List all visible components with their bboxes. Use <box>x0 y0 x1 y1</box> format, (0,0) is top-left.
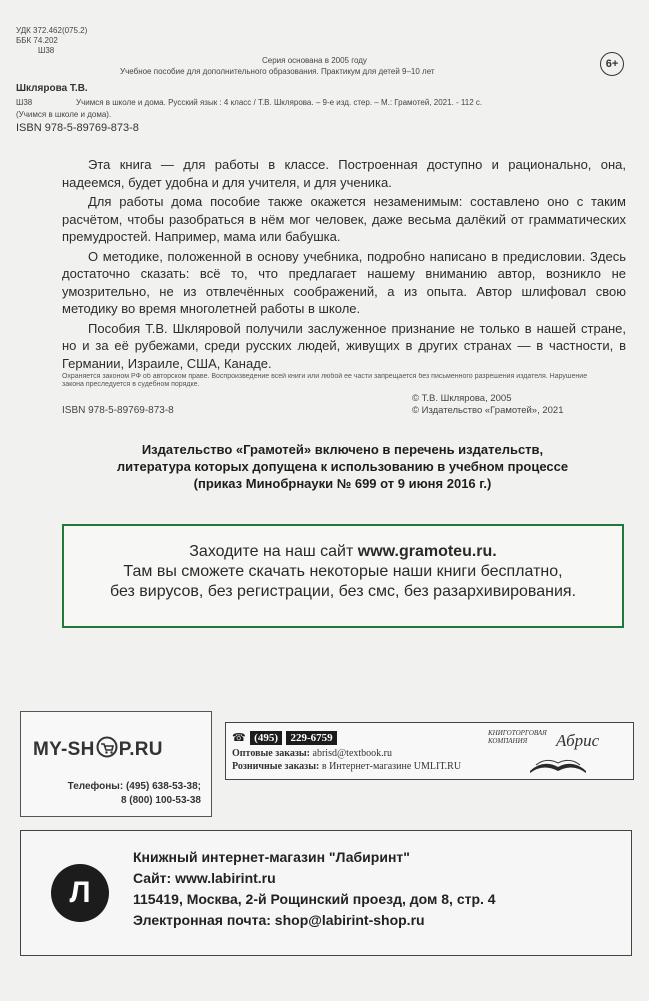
myshop-logo[interactable] <box>33 736 163 764</box>
author-code: Ш38 <box>38 46 55 55</box>
manual-type: Учебное пособие для дополнительного образования. Практикум для детей 9–10 лет <box>120 67 435 76</box>
website-line-2: Там вы сможете скачать некоторые наши книги бесплатно, <box>123 563 563 580</box>
approval-notice <box>70 441 615 492</box>
isbn-top: ISBN 978-5-89769-873-8 <box>16 122 139 134</box>
abris-ad <box>225 722 634 780</box>
phone-icon: ☎ <box>232 732 246 744</box>
udk-code: УДК 372.462(075.2) <box>16 26 88 35</box>
abris-company <box>488 729 547 745</box>
labirint-info <box>133 847 496 931</box>
paragraph: О методике, положенной в основу учебника, подробно написано в предисловии. Здесь достаточно сказать: всё то, что предлагает нашему вниманию автор, возникло не умозрительно, не из отвлечённых соображений, а из опыта. Автор шлифовал свою методику во время многолетней работы в школе. <box>62 248 626 316</box>
website-link[interactable]: www.gramoteu.ru. <box>357 543 497 560</box>
wholesale-label: Оптовые заказы: <box>232 748 311 759</box>
paragraph: Пособия Т.В. Шкляровой получили заслуженное признание не только в нашей стране, но и за её рубежами, среди русских людей, живущих в других странах — в частности, в Германии, Израиле, США, Канаде. <box>62 320 626 371</box>
abris-orders <box>232 747 461 773</box>
abris-phone <box>232 728 337 746</box>
bibliographic-entry: Учимся в школе и дома. Русский язык : 4 класс / Т.В. Шклярова. – 9-е изд. стер. – М.: Грамотей, 2021. - 112 с. <box>76 98 483 107</box>
paragraph: Для работы дома пособие также окажется незаменимым: составлено оно с таким расчётом, чтобы разобраться в нём мог человек, даже весьма далёкий от грамматических премудростей. Например, мама или бабушка. <box>62 194 626 244</box>
company-line-1: КНИГОТОРГОВАЯ <box>488 729 547 737</box>
notice-line: (приказ Минобрнауки № 699 от 9 июня 2016 г.) <box>193 476 492 491</box>
website-line <box>64 542 622 562</box>
body-text <box>62 156 626 372</box>
age-rating-badge: 6+ <box>600 52 624 76</box>
abris-phone-number: 229-6759 <box>286 731 336 745</box>
labirint-address: 115419, Москва, 2-й Рощинский проезд, дом 8, стр. 4 <box>133 891 496 907</box>
open-book-icon <box>528 751 588 780</box>
company-line-2: КОМПАНИЯ <box>488 737 528 745</box>
copyright-law-line2: закона преследуется в судебном порядке. <box>62 381 200 388</box>
website-line-3: без вирусов, без регистрации, без смс, без разархивирования. <box>109 583 577 600</box>
abris-retail <box>232 760 461 773</box>
abris-brand: Абрис <box>556 731 600 750</box>
abris-phone-code: (495) <box>250 731 282 745</box>
retail-value: в Интернет-магазине UMLIT.RU <box>321 761 462 772</box>
website-prefix: Заходите на наш сайт <box>189 543 358 560</box>
labirint-site[interactable]: Сайт: www.labirint.ru <box>133 870 276 886</box>
notice-line: Издательство «Грамотей» включено в перечень издательств, <box>141 442 544 457</box>
author-copyright: © Т.В. Шклярова, 2005 <box>412 393 512 404</box>
wholesale-email[interactable]: abrisd@textbook.ru <box>312 748 392 759</box>
entry-code: Ш38 <box>16 98 33 107</box>
entry-series: (Учимся в школе и дома). <box>16 110 112 119</box>
copyright-law-line1: Охраняется законом РФ об авторском праве. Воспроизведение всей книги или любой ее части запрещается без письменного разрешения издателя. Нарушение <box>62 373 588 380</box>
labirint-email[interactable]: Электронная почта: shop@labirint-shop.ru <box>133 912 425 928</box>
myshop-logo-left: MY-SH <box>33 739 95 760</box>
myshop-logo-right: P.RU <box>118 739 163 760</box>
labirint-title: Книжный интернет-магазин "Лабиринт" <box>133 849 410 865</box>
myshop-phone-2: 8 (800) 100-53-38 <box>120 795 201 806</box>
isbn-bottom: ISBN 978-5-89769-873-8 <box>62 405 174 416</box>
paragraph: Эта книга — для работы в классе. Построенная доступно и рационально, она, надеемся, будет удобна и для учителя, и для ученика. <box>62 157 626 190</box>
myshop-phones <box>68 780 201 808</box>
bbk-code: ББК 74.202 <box>16 36 58 45</box>
myshop-ad <box>20 711 212 817</box>
labirint-ad <box>20 830 632 956</box>
retail-label: Розничные заказы: <box>232 761 320 772</box>
author-heading: Шклярова Т.В. <box>16 83 88 94</box>
abris-wholesale <box>232 747 461 760</box>
cart-icon <box>96 736 118 764</box>
myshop-phone-1: Телефоны: (495) 638-53-38; <box>67 781 201 792</box>
publisher-copyright: © Издательство «Грамотей», 2021 <box>412 405 564 416</box>
series-note: Серия основана в 2005 году <box>262 56 367 65</box>
website-box <box>62 524 624 628</box>
labirint-logo[interactable]: Л <box>51 864 109 922</box>
notice-line: литература которых допущена к использованию в учебном процессе <box>116 459 569 474</box>
